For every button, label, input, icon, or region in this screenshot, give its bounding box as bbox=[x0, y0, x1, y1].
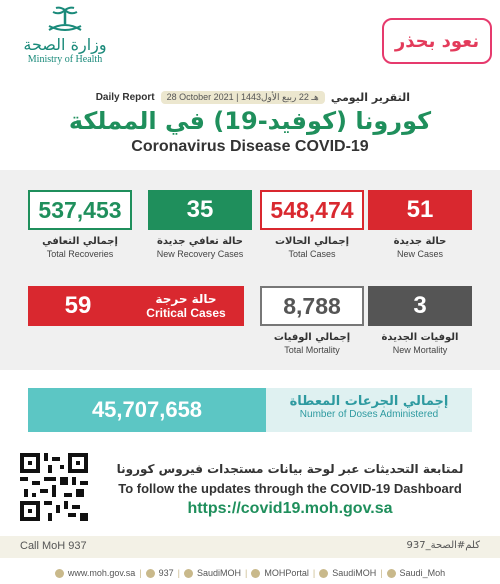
campaign-badge bbox=[382, 18, 492, 64]
critical-cases-box bbox=[28, 286, 244, 326]
footer-twitter[interactable]: SaudiMOH bbox=[196, 568, 241, 578]
page-title-ar: كورونا (كوفيد-19) في المملكة bbox=[68, 107, 432, 135]
total-cases-value: 548,474 bbox=[270, 196, 354, 223]
footer-separator: | bbox=[139, 568, 142, 578]
footer-links bbox=[0, 562, 500, 584]
total-cases-label-en: Total Cases bbox=[288, 249, 336, 259]
footer-website[interactable]: www.moh.gov.sa bbox=[67, 568, 136, 578]
new-mortality-value: 3 bbox=[413, 292, 427, 319]
footer-portal[interactable]: MOHPortal bbox=[264, 568, 309, 578]
total-cases-label-ar: إجمالي الحالات bbox=[274, 236, 350, 247]
dashboard-text-en: To follow the updates through the COVID-19 Dashboard bbox=[118, 481, 462, 496]
report-date: 28 October 2021 | 1443هـ 22 ربيع الأول bbox=[161, 91, 325, 104]
footer-instagram[interactable]: SaudiMOH bbox=[332, 568, 377, 578]
doses-label-ar: إجمالي الجرعات المعطاة bbox=[289, 394, 449, 409]
footer-separator: | bbox=[380, 568, 383, 578]
dashboard-text-ar: لمتابعة التحديثات عبر لوحة بيانات مستجدات فيروس كورونا bbox=[116, 462, 464, 476]
call-moh-ar: كلم#الصحة_937 bbox=[406, 540, 480, 551]
new-mortality-label-en: New Mortality bbox=[392, 345, 448, 355]
dashboard-qr-code-icon[interactable] bbox=[20, 453, 88, 521]
new-recovery-label-ar: حالة تعافي جديدة bbox=[157, 236, 243, 247]
new-cases-value: 51 bbox=[406, 196, 434, 223]
daily-report-label: Daily Report bbox=[95, 91, 155, 103]
total-recoveries-label-ar: إجمالي التعافي bbox=[42, 236, 118, 247]
palm-swords-emblem-icon bbox=[43, 6, 87, 34]
new-recovery-value: 35 bbox=[186, 196, 214, 223]
dashboard-link[interactable]: https://covid19.moh.gov.sa bbox=[187, 500, 393, 517]
critical-cases-label-en: Critical Cases bbox=[146, 306, 226, 320]
footer-snapchat[interactable]: Saudi_Moh bbox=[399, 568, 446, 578]
total-recoveries-label bbox=[28, 236, 132, 260]
twitter-icon bbox=[184, 569, 193, 578]
total-mortality-box bbox=[260, 286, 364, 326]
total-mortality-label-ar: إجمالي الوفيات bbox=[273, 332, 351, 343]
doses-value: 45,707,658 bbox=[28, 388, 266, 432]
new-cases-label bbox=[368, 236, 472, 260]
page-title-en: Coronavirus Disease COVID-19 bbox=[131, 138, 369, 155]
critical-cases-label-ar: حالة حرجة bbox=[155, 292, 217, 306]
total-mortality-label bbox=[260, 332, 364, 356]
critical-cases-label bbox=[128, 292, 244, 320]
moh-name-en: Ministry of Health bbox=[27, 54, 103, 65]
campaign-badge-text: نعود بحذر bbox=[394, 30, 480, 52]
new-mortality-label bbox=[368, 332, 472, 356]
globe-icon bbox=[55, 569, 64, 578]
footer-separator: | bbox=[312, 568, 316, 578]
critical-cases-value: 59 bbox=[64, 292, 92, 319]
phone-icon bbox=[146, 569, 155, 578]
moh-name-ar: وزارة الصحة bbox=[23, 35, 107, 54]
total-cases-label bbox=[260, 236, 364, 260]
total-recoveries-value: 537,453 bbox=[38, 196, 122, 223]
instagram-icon bbox=[319, 569, 328, 578]
new-cases-label-ar: حالة جديدة bbox=[393, 236, 447, 247]
new-cases-box bbox=[368, 190, 472, 230]
total-recoveries-box bbox=[28, 190, 132, 230]
doses-label bbox=[266, 388, 472, 432]
new-mortality-label-ar: الوفيات الجديدة bbox=[381, 332, 459, 343]
footer-separator: | bbox=[177, 568, 180, 578]
portal-icon bbox=[251, 569, 260, 578]
new-cases-label-en: New Cases bbox=[396, 249, 443, 259]
footer-phone[interactable]: 937 bbox=[158, 568, 174, 578]
new-recovery-box bbox=[148, 190, 252, 230]
daily-report-label-ar: التقرير اليومي bbox=[330, 90, 410, 104]
snapchat-icon bbox=[387, 569, 396, 578]
new-mortality-box bbox=[368, 286, 472, 326]
total-cases-box bbox=[260, 190, 364, 230]
new-recovery-label bbox=[140, 236, 260, 260]
total-recoveries-label-en: Total Recoveries bbox=[46, 249, 114, 259]
call-moh-en: Call MoH 937 bbox=[20, 540, 87, 552]
call-bar bbox=[0, 536, 500, 558]
doses-panel bbox=[28, 388, 472, 432]
doses-label-en: Number of Doses Administered bbox=[299, 409, 439, 420]
moh-logo bbox=[10, 6, 120, 78]
report-meta bbox=[70, 88, 410, 106]
new-recovery-label-en: New Recovery Cases bbox=[156, 249, 244, 259]
footer-separator: | bbox=[244, 568, 248, 578]
total-mortality-label-en: Total Mortality bbox=[284, 345, 340, 355]
total-mortality-value: 8,788 bbox=[283, 292, 341, 319]
